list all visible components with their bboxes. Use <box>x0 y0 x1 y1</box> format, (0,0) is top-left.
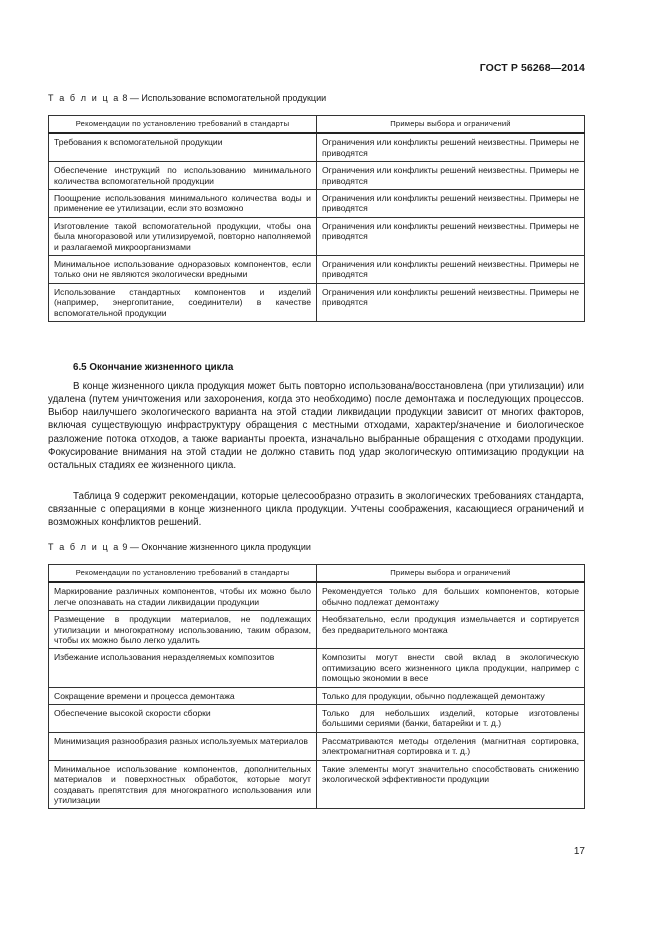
table-row <box>49 190 585 218</box>
table-row <box>49 283 585 321</box>
standard-designation: ГОСТ Р 56268—2014 <box>479 62 585 74</box>
table-8 <box>48 115 585 322</box>
example-cell: Ограничения или конфликты решений неизвестны. Примеры не приводятся <box>317 133 585 161</box>
example-cell: Необязательно, если продукция измельчается и сортируется без предварительного монтажа <box>317 611 585 649</box>
table-row <box>49 582 585 610</box>
recommendation-cell: Размещение в продукции материалов, не подлежащих утилизации и многократному использованию, таким образом, чтобы их можно было легко удалить <box>49 611 317 649</box>
example-cell: Только для продукции, обычно подлежащей демонтажу <box>317 687 585 704</box>
table8-caption <box>48 93 326 103</box>
table-9 <box>48 564 585 809</box>
example-cell: Ограничения или конфликты решений неизвестны. Примеры не приводятся <box>317 283 585 321</box>
table8-col-examples: Примеры выбора и ограничений <box>317 116 585 134</box>
example-cell: Рекомендуется только для больших компонентов, которые обычно подлежат демонтажу <box>317 582 585 610</box>
example-cell: Ограничения или конфликты решений неизвестны. Примеры не приводятся <box>317 162 585 190</box>
recommendation-cell: Минимизация разнообразия разных используемых материалов <box>49 732 317 760</box>
table9-col-examples: Примеры выбора и ограничений <box>317 565 585 583</box>
table8-caption-label: Т а б л и ц а <box>48 93 120 103</box>
table8-col-recommendations: Рекомендации по установлению требований в стандарты <box>49 116 317 134</box>
table9-caption-label: Т а б л и ц а <box>48 542 120 552</box>
table8-caption-text: 8 — Использование вспомогательной продукции <box>122 93 327 103</box>
table-row <box>49 705 585 733</box>
recommendation-cell: Минимальное использование одноразовых компонентов, если только они не являются экологически вредными <box>49 256 317 284</box>
recommendation-cell: Обеспечение инструкций по использованию минимального количества вспомогательной продукции <box>49 162 317 190</box>
example-cell: Композиты могут внести свой вклад в экологическую оптимизацию всего жизненного цикла продукции, например с помощью экономии в весе <box>317 649 585 687</box>
page-number: 17 <box>573 846 585 857</box>
table9-caption <box>48 542 311 552</box>
table9-header-row <box>49 565 585 583</box>
table9-col-recommendations: Рекомендации по установлению требований в стандарты <box>49 565 317 583</box>
table-row <box>49 732 585 760</box>
recommendation-cell: Минимальное использование компонентов, дополнительных материалов и поверхностных обработок, которые могут создавать препятствия для многократного использования или утилизации <box>49 760 317 809</box>
example-cell: Ограничения или конфликты решений неизвестны. Примеры не приводятся <box>317 217 585 255</box>
recommendation-cell: Изготовление такой вспомогательной продукции, чтобы она была многоразовой или утилизируемой, повторно наполняемой и разлагаемой микроорганизмами <box>49 217 317 255</box>
recommendation-cell: Использование стандартных компонентов и изделий (например, энергопитание, соединители) в качестве вспомогательной продукции <box>49 283 317 321</box>
recommendation-cell: Требования к вспомогательной продукции <box>49 133 317 161</box>
table9-caption-text: 9 — Окончание жизненного цикла продукции <box>122 542 311 552</box>
recommendation-cell: Поощрение использования минимального количества воды и применение ее утилизации, если это возможно <box>49 190 317 218</box>
table-row <box>49 760 585 809</box>
recommendation-cell: Маркирование различных компонентов, чтобы их можно было легче опознавать на стадии ликвидации продукции <box>49 582 317 610</box>
example-cell: Такие элементы могут значительно способствовать снижению экологической эффективности продукции <box>317 760 585 809</box>
example-cell: Ограничения или конфликты решений неизвестны. Примеры не приводятся <box>317 190 585 218</box>
table-row <box>49 256 585 284</box>
table-row <box>49 649 585 687</box>
table8-header-row <box>49 116 585 134</box>
section-paragraph-2: Таблица 9 содержит рекомендации, которые целесообразно отразить в экологических требованиях стандарта, связанные с операциями в конце жизненного цикла продукции. Учтены соображения, касающиеся ограничений и возможных конфликтов решений. <box>48 491 584 529</box>
table-row <box>49 687 585 704</box>
table-row <box>49 162 585 190</box>
table-row <box>49 217 585 255</box>
example-cell: Ограничения или конфликты решений неизвестны. Примеры не приводятся <box>317 256 585 284</box>
section-title: 6.5 Окончание жизненного цикла <box>73 362 234 373</box>
recommendation-cell: Сокращение времени и процесса демонтажа <box>49 687 317 704</box>
section-paragraph-1: В конце жизненного цикла продукция может быть повторно использована/восстановлена (при утилизации) или удалена (путем уничтожения или захоронения, когда это необходимо) после демонтажа и последующих процессов. Выбор наилучшего экологического варианта на этой стадии ликвидации продукции зависит от многих факторов, включая существующую инфраструктуру обращения с местными отходами, характер/значение и биологическое разложение потока отходов, а также варианты проекта, изначально выбранные обращения с отходами продукции. Фокусирование внимания на этой стадии не должно ставить под удар экологическую оптимизацию продукции на остальных стадиях ее жизненного цикла. <box>48 381 584 471</box>
example-cell: Рассматриваются методы отделения (магнитная сортировка, электромагнитная сортировка и т. д.) <box>317 732 585 760</box>
recommendation-cell: Избежание использования неразделяемых композитов <box>49 649 317 687</box>
table-row <box>49 611 585 649</box>
recommendation-cell: Обеспечение высокой скорости сборки <box>49 705 317 733</box>
example-cell: Только для небольших изделий, которые изготовлены большими сериями (банки, батарейки и т. д.) <box>317 705 585 733</box>
table-row <box>49 133 585 161</box>
